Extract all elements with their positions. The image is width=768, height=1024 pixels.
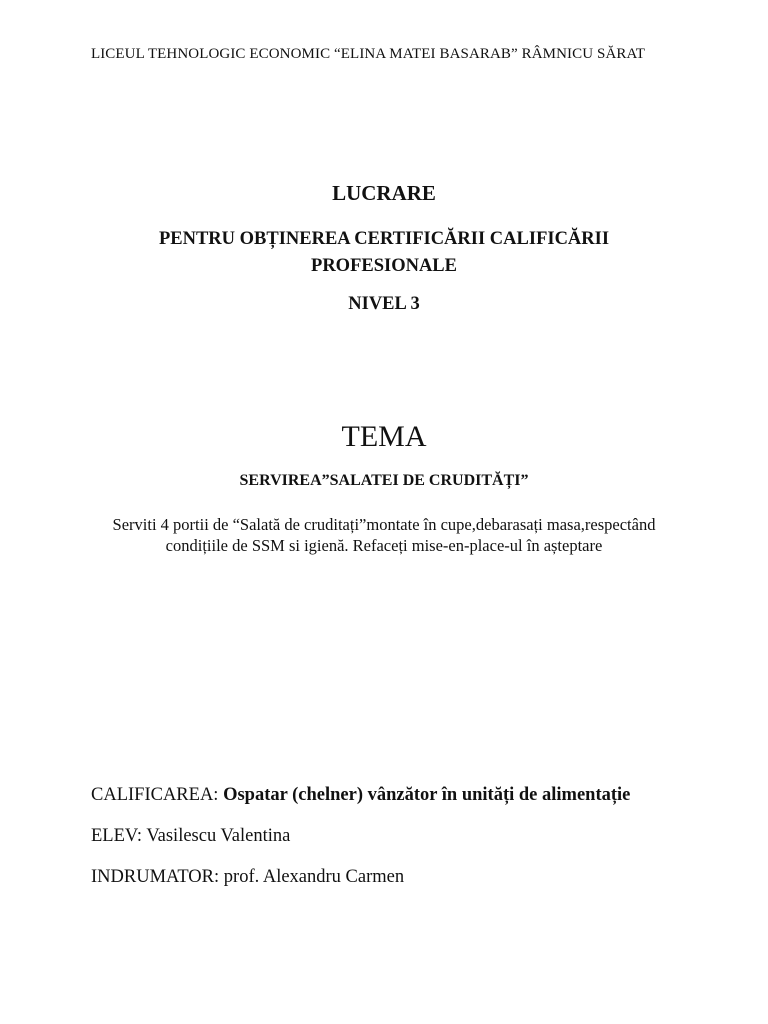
student-label: ELEV: bbox=[91, 826, 147, 846]
supervisor-label: INDRUMATOR: bbox=[91, 867, 224, 887]
theme-description-line-1: Serviti 4 portii de “Salată de cruditați”montate în cupe,debarasați masa,respectând bbox=[112, 515, 656, 534]
supervisor-name: prof. Alexandru Carmen bbox=[223, 867, 405, 887]
qualification-label: CALIFICAREA: bbox=[91, 785, 224, 805]
supervisor-row bbox=[91, 867, 404, 888]
purpose-line-2: PROFESIONALE bbox=[311, 256, 457, 276]
qualification-value: Ospatar (chelner) vânzător în unități de alimentație bbox=[223, 785, 631, 805]
purpose-subtitle bbox=[0, 226, 768, 280]
theme-heading: TEMA bbox=[341, 420, 427, 453]
purpose-line-1: PENTRU OBȚINEREA CERTIFICĂRII CALIFICĂRII bbox=[158, 229, 610, 249]
theme-description bbox=[0, 514, 768, 556]
student-row bbox=[91, 826, 290, 847]
student-name: Vasilescu Valentina bbox=[146, 826, 291, 846]
theme-title: SERVIREA”SALATEI DE CRUDITĂȚI” bbox=[239, 472, 529, 489]
theme-description-line-2: condițiile de SSM si igienă. Refaceți mise-en-place-ul în așteptare bbox=[165, 536, 603, 555]
school-header: LICEUL TEHNOLOGIC ECONOMIC “ELINA MATEI BASARAB” RÂMNICU SĂRAT bbox=[90, 46, 646, 62]
qualification-level: NIVEL 3 bbox=[348, 294, 420, 314]
document-type-title: LUCRARE bbox=[332, 181, 436, 205]
qualification-row bbox=[91, 785, 630, 806]
